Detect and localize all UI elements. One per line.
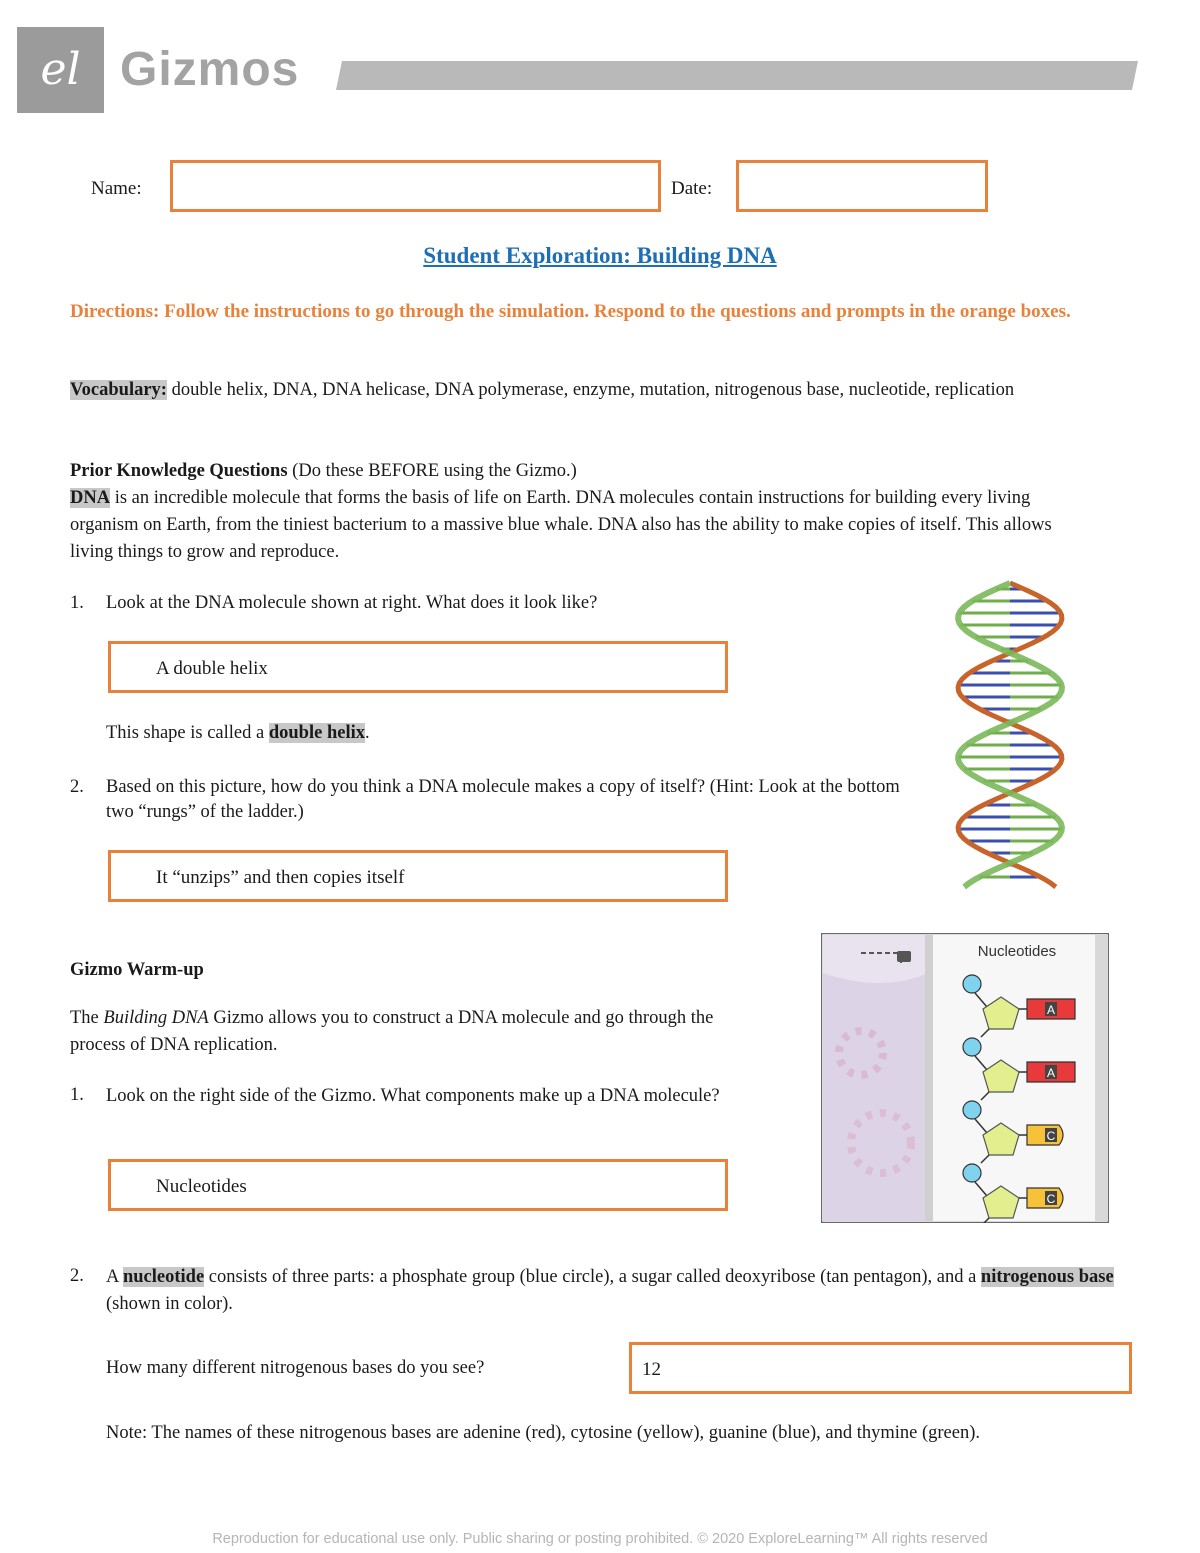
directions-text: Directions: Follow the instructions to go through the simulation. Respond to the questions and prompts in the orange boxes.	[70, 301, 1071, 322]
name-label: Name:	[91, 178, 142, 199]
double-helix-term: double helix	[268, 723, 365, 743]
base-letter: C	[1046, 1129, 1056, 1143]
answer-box-q1[interactable]	[108, 641, 728, 693]
answer-q2: It “unzips” and then copies itself	[156, 867, 405, 888]
nucleotide-term: nucleotide	[122, 1267, 205, 1287]
phosphate-group	[963, 1164, 981, 1182]
brand-name: Gizmos	[120, 43, 300, 96]
question-number: 1.	[70, 593, 84, 613]
vocabulary-terms: double helix, DNA, DNA helicase, DNA polymerase, enzyme, mutation, nitrogenous base, nucleotide, replication	[166, 380, 1015, 400]
gizmo-nucleotides-screenshot	[821, 933, 1109, 1223]
bases-note: Note: The names of these nitrogenous bases are adenine (red), cytosine (yellow), guanine (blue), and thymine (green).	[106, 1423, 980, 1443]
phosphate-group	[963, 1038, 981, 1056]
question-number: 2.	[70, 777, 84, 797]
date-field[interactable]	[736, 160, 988, 212]
question-2-text: Based on this picture, how do you think a DNA molecule makes a copy of itself? (Hint: Look at the bottom two “rungs” of the ladder.)	[106, 777, 900, 822]
base-letter: A	[1046, 1003, 1056, 1017]
dna-intro-paragraph: DNA is an incredible molecule that forms the basis of life on Earth. DNA molecules contain instructions for building every living organism on Earth, from the tiniest bacterium to a massive blue whale. DNA also has the ability to make copies of itself. This allows living things to grow and reproduce.	[70, 488, 1052, 562]
bases-count-question: How many different nitrogenous bases do you see?	[106, 1358, 485, 1378]
answer-box-q2[interactable]	[108, 850, 728, 902]
answer-q1: A double helix	[156, 658, 268, 679]
header-decorative-bar	[336, 61, 1138, 90]
answer-warmup-q1: Nucleotides	[156, 1176, 247, 1197]
base-letter: A	[1046, 1066, 1056, 1080]
question-number: 1.	[70, 1085, 84, 1105]
warmup-question-1-text: Look on the right side of the Gizmo. What components make up a DNA molecule?	[106, 1086, 720, 1106]
nitrogenous-base-term: nitrogenous base	[980, 1267, 1114, 1287]
phosphate-group	[963, 1101, 981, 1119]
dna-term: DNA	[70, 488, 111, 508]
phosphate-group	[963, 975, 981, 993]
question-number: 2.	[70, 1266, 84, 1286]
page-title: Student Exploration: Building DNA	[423, 243, 777, 268]
warmup-question-2-text: A nucleotide consists of three parts: a phosphate group (blue circle), a sugar called deoxyribose (tan pentagon), and a nitrogenous base (shown in color).	[106, 1267, 1114, 1314]
answer-bases-count: 12	[642, 1359, 661, 1380]
prior-knowledge-heading: Prior Knowledge Questions (Do these BEFORE using the Gizmo.)	[70, 461, 577, 481]
base-letter: C	[1046, 1192, 1056, 1206]
name-field[interactable]	[170, 160, 661, 212]
dna-double-helix-image	[935, 575, 1085, 895]
answer-box-bases-count[interactable]	[629, 1342, 1132, 1394]
warmup-intro: The Building DNA Gizmo allows you to construct a DNA molecule and go through the process of DNA replication.	[70, 1008, 714, 1055]
answer-box-warmup-q1[interactable]	[108, 1159, 728, 1211]
double-helix-statement: This shape is called a double helix.	[106, 723, 370, 743]
question-1-text: Look at the DNA molecule shown at right. What does it look like?	[106, 593, 598, 613]
date-label: Date:	[671, 178, 713, 199]
explorelearning-logo: el	[40, 44, 81, 95]
warmup-heading: Gizmo Warm-up	[70, 960, 204, 980]
copyright-footer: Reproduction for educational use only. Public sharing or posting prohibited. © 2020 ExploreLearning™ All rights reserved	[212, 1531, 988, 1547]
vocabulary-label: Vocabulary:	[70, 380, 167, 400]
nucleotides-panel-title: Nucleotides	[977, 943, 1057, 960]
vocabulary-paragraph	[70, 377, 1100, 404]
